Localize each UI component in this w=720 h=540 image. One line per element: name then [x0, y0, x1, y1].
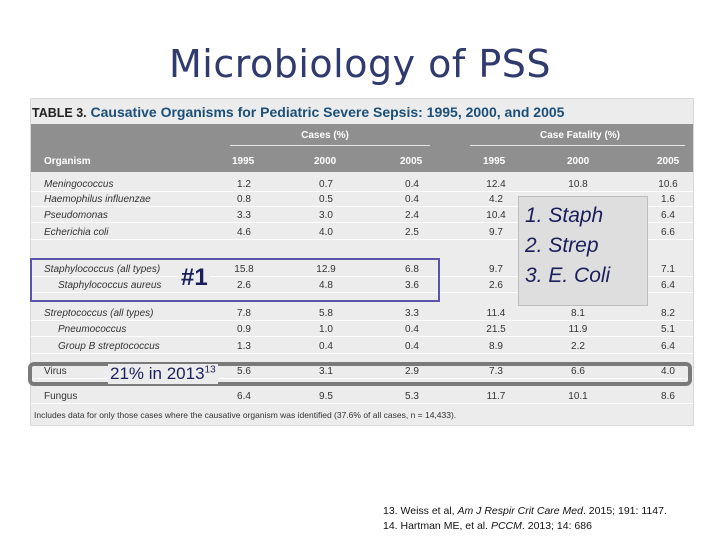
- organism-cell: Staphylococcus (all types): [44, 264, 161, 275]
- value-cell: 1.3: [237, 341, 251, 352]
- value-cell: 0.4: [405, 341, 419, 352]
- value-cell: 5.8: [319, 308, 333, 319]
- value-cell: 12.9: [316, 264, 336, 275]
- slide-title: Microbiology of PSS: [168, 42, 552, 86]
- organism-cell: Meningococcus: [44, 179, 114, 190]
- value-cell: 10.1: [568, 391, 588, 402]
- value-cell: 0.4: [405, 194, 419, 205]
- value-cell: 4.8: [319, 280, 333, 291]
- value-cell: 3.1: [319, 366, 333, 377]
- value-cell: 7.3: [489, 366, 503, 377]
- value-cell: 10.8: [568, 179, 588, 190]
- value-cell: 11.9: [568, 324, 588, 335]
- header-year: 1995: [232, 156, 255, 167]
- value-cell: 4.2: [489, 194, 503, 205]
- value-cell: 2.6: [489, 280, 503, 291]
- table-row: [31, 339, 693, 354]
- value-cell: 4.0: [661, 366, 675, 377]
- header-cases-rule: [230, 145, 430, 146]
- value-cell: 9.7: [489, 264, 503, 275]
- header-fatality-rule: [470, 145, 685, 146]
- value-cell: 5.6: [237, 366, 251, 377]
- value-cell: 2.4: [405, 210, 419, 221]
- header-cases: Cases (%): [301, 130, 349, 141]
- value-cell: 6.4: [237, 391, 251, 402]
- value-cell: 5.3: [405, 391, 419, 402]
- organism-cell: Group B streptococcus: [58, 341, 160, 352]
- table-row: [31, 322, 693, 337]
- value-cell: 9.7: [489, 227, 503, 238]
- organism-cell: Pseudomonas: [44, 210, 108, 221]
- references: [383, 504, 667, 534]
- value-cell: 0.4: [405, 179, 419, 190]
- value-cell: 21.5: [486, 324, 506, 335]
- value-cell: 2.6: [237, 280, 251, 291]
- virus-annotation-text: 21% in 2013: [110, 364, 205, 383]
- organism-cell: Staphylococcus aureus: [58, 280, 162, 291]
- header-case-fatality: Case Fatality (%): [539, 130, 621, 141]
- value-cell: 8.2: [661, 308, 675, 319]
- value-cell: 6.8: [405, 264, 419, 275]
- top-organisms-box: [518, 196, 648, 306]
- value-cell: 12.4: [486, 179, 506, 190]
- value-cell: 3.3: [237, 210, 251, 221]
- value-cell: 8.1: [571, 308, 585, 319]
- organism-cell: Streptococcus (all types): [44, 308, 154, 319]
- value-cell: 9.5: [319, 391, 333, 402]
- value-cell: 11.4: [486, 308, 506, 319]
- list-item: 1. Staph: [525, 204, 604, 227]
- value-cell: 4.6: [237, 227, 251, 238]
- organism-cell: Haemophilus influenzae: [44, 194, 151, 205]
- value-cell: 2.9: [405, 366, 419, 377]
- header-year: 2005: [657, 156, 680, 167]
- table-label: TABLE 3.: [32, 106, 87, 120]
- rank-label: #1: [178, 264, 211, 292]
- value-cell: 6.4: [661, 341, 675, 352]
- value-cell: 1.0: [319, 324, 333, 335]
- value-cell: 0.7: [319, 179, 333, 190]
- value-cell: 1.6: [661, 194, 675, 205]
- organism-cell: Fungus: [44, 391, 78, 402]
- table-row: [31, 306, 693, 321]
- table-title: Causative Organisms for Pediatric Severe Sepsis: 1995, 2000, and 2005: [90, 104, 565, 120]
- table-caption: [32, 104, 564, 120]
- header-year: 2005: [400, 156, 423, 167]
- organism-cell: Virus: [44, 366, 67, 377]
- value-cell: 4.0: [319, 227, 333, 238]
- value-cell: 15.8: [234, 264, 254, 275]
- value-cell: 2.5: [405, 227, 419, 238]
- value-cell: 10.6: [658, 179, 678, 190]
- value-cell: 10.4: [486, 210, 506, 221]
- value-cell: 3.3: [405, 308, 419, 319]
- value-cell: 5.1: [661, 324, 675, 335]
- reference-14: 14. Hartman ME, et al. PCCM. 2013; 14: 686: [383, 520, 592, 532]
- value-cell: 0.5: [319, 194, 333, 205]
- value-cell: 2.2: [571, 341, 585, 352]
- table-row: [31, 177, 693, 192]
- header-year: 1995: [483, 156, 506, 167]
- value-cell: 0.4: [319, 341, 333, 352]
- header-organism: Organism: [44, 156, 91, 167]
- table-row: [31, 389, 693, 404]
- reference-13: 13. Weiss et al, Am J Respir Crit Care Med. 2015; 191: 1147.: [383, 505, 667, 517]
- virus-annotation-ref: 13: [204, 364, 216, 376]
- table-footnote: Includes data for only those cases where the causative organism was identified (37.6% of all cases, n = 14,433).: [34, 410, 457, 420]
- value-cell: 7.1: [661, 264, 675, 275]
- organism-cell: Pneumococcus: [58, 324, 127, 335]
- value-cell: 0.8: [237, 194, 251, 205]
- header-year: 2000: [314, 156, 337, 167]
- virus-annotation: [108, 364, 218, 384]
- value-cell: 1.2: [237, 179, 251, 190]
- staph-highlight-box: [30, 258, 440, 302]
- value-cell: 8.6: [661, 391, 675, 402]
- value-cell: 6.6: [571, 366, 585, 377]
- value-cell: 0.4: [405, 324, 419, 335]
- organism-cell: Echerichia coli: [44, 227, 109, 238]
- value-cell: 11.7: [486, 391, 506, 402]
- value-cell: 6.4: [661, 280, 675, 291]
- value-cell: 3.6: [405, 280, 419, 291]
- value-cell: 6.6: [661, 227, 675, 238]
- list-item: 3. E. Coli: [525, 264, 611, 287]
- value-cell: 3.0: [319, 210, 333, 221]
- value-cell: 8.9: [489, 341, 503, 352]
- list-item: 2. Strep: [525, 234, 599, 257]
- header-year: 2000: [567, 156, 590, 167]
- value-cell: 0.9: [237, 324, 251, 335]
- value-cell: 6.4: [661, 210, 675, 221]
- value-cell: 7.8: [237, 308, 251, 319]
